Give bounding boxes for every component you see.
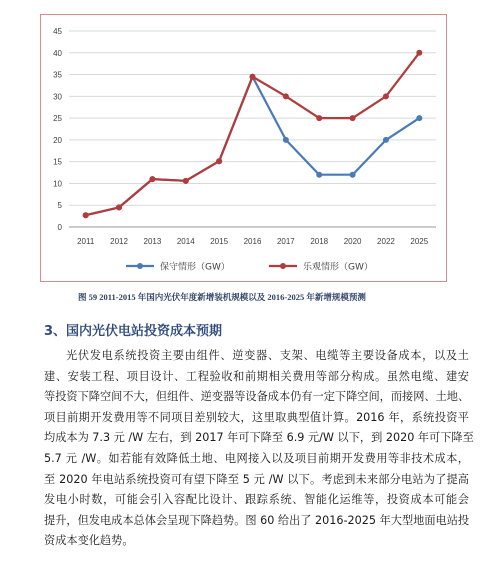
- y-tick-label: 35: [53, 70, 62, 80]
- line-chart: [41, 15, 446, 281]
- data-point: [316, 115, 322, 121]
- y-tick-label: 25: [53, 114, 62, 124]
- body-paragraph: [44, 346, 474, 552]
- paragraph-line: 提升，但发电成本总体会呈现下降趋势。图 60 给出了 2016-2025 年大型地面电站投: [44, 513, 470, 527]
- data-point: [183, 178, 189, 184]
- data-point: [149, 176, 155, 182]
- data-point: [350, 115, 356, 121]
- paragraph-line: 5.7 元 /W。如若能有效降低土地、电网接入以及项目前期开发费用等非技术成本，: [44, 451, 469, 465]
- legend-swatch-marker: [280, 263, 286, 269]
- x-tick-label: 2015: [210, 237, 229, 246]
- data-point: [416, 50, 422, 56]
- paragraph-line: 光伏发电系统投资主要由组件、逆变器、支架、电缆等主要设备成本，以及土: [66, 349, 469, 362]
- x-axis-ticks: [77, 237, 429, 246]
- y-tick-label: 5: [57, 201, 62, 211]
- data-point: [283, 93, 289, 99]
- x-tick-label: 2016: [243, 237, 262, 246]
- paragraph-line: 资成本变化趋势。: [44, 534, 134, 548]
- data-point: [316, 172, 322, 178]
- legend-label: 保守情形（GW）: [160, 262, 230, 273]
- x-tick-label: 2013: [143, 237, 162, 246]
- x-tick-label: 2018: [310, 237, 329, 246]
- y-tick-label: 10: [53, 179, 62, 189]
- x-tick-label: 2011: [77, 237, 95, 246]
- x-tick-label: 2025: [410, 237, 429, 246]
- data-point: [383, 137, 389, 143]
- data-point: [283, 137, 289, 143]
- y-tick-label: 45: [53, 27, 62, 36]
- y-tick-label: 40: [53, 48, 62, 58]
- x-tick-label: 2020: [343, 237, 362, 246]
- grid-lines: [69, 31, 436, 227]
- chart-legend: [126, 261, 373, 273]
- x-tick-label: 2022: [377, 237, 395, 246]
- y-tick-label: 15: [53, 157, 62, 167]
- data-point: [216, 158, 222, 164]
- paragraph-line: 建、安装工程、项目设计、工程验收和前期相关费用等部分构成。虽然电缆、建安: [44, 369, 469, 383]
- data-point: [416, 115, 422, 121]
- data-point: [350, 172, 356, 178]
- x-tick-label: 2012: [110, 237, 128, 246]
- data-point: [116, 204, 122, 210]
- y-tick-label: 30: [53, 92, 62, 102]
- y-axis-ticks: [53, 27, 62, 232]
- chart-frame: [40, 14, 447, 282]
- data-point: [383, 93, 389, 99]
- paragraph-line: 项目前期开发费用等不同项目差别较大，这里取典型值计算。2016 年，系统投资平: [44, 410, 469, 424]
- paragraph-line: 均成本为 7.3 元 /W 左右，到 2017 年可下降至 6.9 元/W 以下，到 2020 年可下降至: [44, 431, 474, 445]
- y-tick-label: 20: [53, 135, 62, 145]
- data-point: [250, 74, 256, 80]
- legend-swatch-marker: [137, 263, 143, 269]
- legend-label: 乐观情形（GW）: [303, 262, 373, 273]
- paragraph-line: 发电小时数，可能会引入容配比设计、跟踪系统、智能化运维等，投资成本可能会: [44, 493, 469, 507]
- x-tick-label: 2014: [176, 237, 195, 246]
- paragraph-line: 等投资下降空间不大，但组件、逆变器等设备成本仍有一定下降空间，而接网、土地、: [44, 390, 470, 404]
- figure-caption: 图 59 2011-2015 年国内光伏年度新增装机规模以及 2016-2025 年新增规模预测: [78, 292, 366, 302]
- data-point: [83, 212, 89, 218]
- paragraph-line: 至 2020 年电站系统投资可有望下降至 5 元 /W 以下。考虑到未来部分电站为了提高: [44, 472, 469, 486]
- x-tick-label: 2017: [276, 237, 295, 246]
- section-heading: 3、国内光伏电站投资成本预期: [44, 324, 223, 339]
- y-tick-label: 0: [57, 223, 62, 232]
